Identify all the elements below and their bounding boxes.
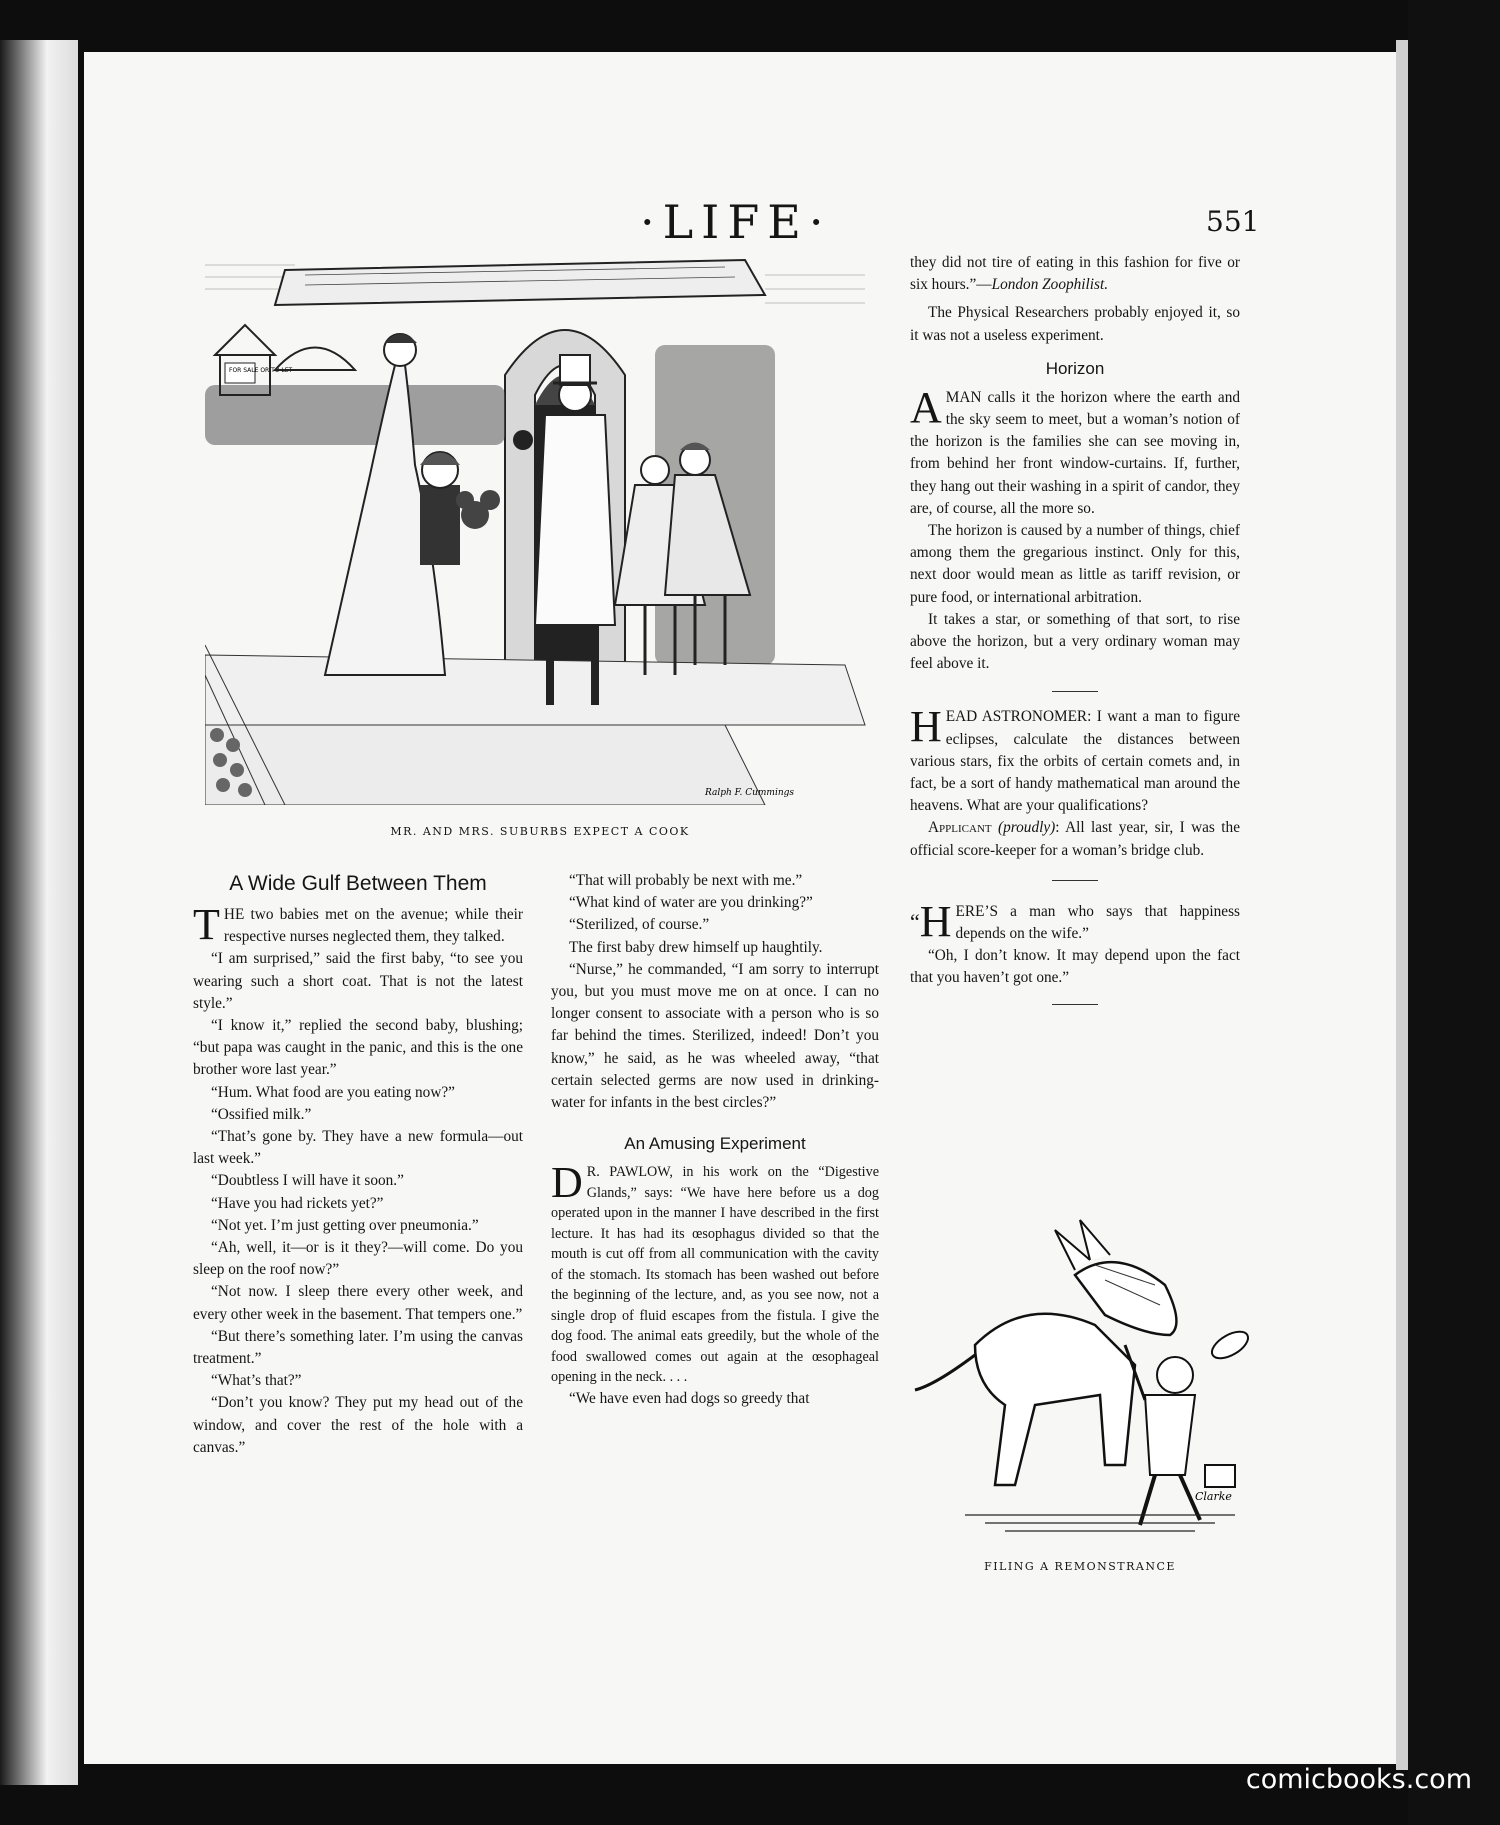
paragraph: It takes a star, or something of that sort, to rise above the horizon, but a very ordinary woman may feel above it. (910, 610, 1240, 673)
masthead: ·LIFE· (640, 195, 832, 249)
scan-background (1408, 0, 1500, 1825)
page-edge (1396, 40, 1408, 1770)
paragraph: “That’s gone by. They have a new formula—out last week.” (193, 1128, 523, 1168)
quote-text: they did not tire of eating in this fashion for five or six hours.”— (910, 254, 1240, 294)
paragraph: The first baby drew himself up haughtily. (569, 938, 823, 956)
sale-sign-text: FOR SALE OR TO LET (229, 367, 293, 374)
paragraph: “I know it,” replied the second baby, blushing; “but papa was caught in the panic, and this is the one brother wore last year.” (193, 1017, 523, 1079)
paragraph: “Nurse,” he commanded, “I am sorry to interrupt you, but you must move me on at once. I can no longer consent to associate with a person who is so far behind the times. Sterilized, indeed! Don’t you know,” he said, as he was wheeled away, “that certain selected germs are now used in drinking-water for infants in the best circles?” (551, 960, 879, 1112)
dropcap: T (193, 900, 220, 949)
paragraph: “Ah, well, it—or is it they?—will come. Do you sleep on the roof now?” (193, 1239, 523, 1279)
page-number: 551 (1206, 205, 1260, 238)
paragraph: “Have you had rickets yet?” (211, 1194, 384, 1212)
column-middle (551, 870, 879, 1410)
paragraph: “Not now. I sleep there every other week, and every other week in the basement. That tempers one.” (193, 1283, 523, 1323)
wife-joke (910, 896, 1240, 946)
illustration-signature: Ralph F. Cummings (705, 788, 795, 798)
paragraph-text: EAD ASTRONOMER: I want a man to figure eclipses, calculate the distances between various stars, fix the orbits of certain comets and, in fact, be a sort of handy mathematical man around the heavens. What are your qualifications? (910, 708, 1240, 815)
article2-first-paragraph (551, 1158, 879, 1388)
paragraph: “But there’s something later. I’m using the canvas treatment.” (193, 1327, 523, 1368)
stage-direction: (proudly) (998, 819, 1056, 837)
source-citation: London Zoophilist. (991, 276, 1109, 294)
paragraph: “Ossified milk.” (211, 1105, 312, 1123)
paragraph-text: : All last year, sir, I was the official score-keeper for a woman’s bridge club. (910, 819, 1240, 859)
paragraph: “Hum. What food are you eating now?” (211, 1083, 455, 1101)
illustration-signature: Clarke (1195, 1490, 1232, 1503)
article-title-amusing-experiment: An Amusing Experiment (624, 1134, 806, 1154)
paragraph-text: MAN calls it the horizon where the earth and the sky seem to meet, but a woman’s notion of the horizon is the families she can see moving in, from behind her front window-curtains. If, further, they hang out their washing in a spirit of candor, they are, of course, all the more so. (910, 388, 1240, 517)
section-divider (1052, 880, 1098, 881)
open-quote: “ (910, 908, 920, 934)
dropcap: A (910, 382, 942, 432)
applicant-reply (910, 817, 1240, 861)
paragraph-text: ERE’S a man who says that happiness depends on the wife.” (955, 902, 1240, 943)
paragraph-text: HE two babies met on the avenue; while their respective nurses neglected them, they talked. (223, 906, 523, 946)
donkey-illustration (905, 1215, 1275, 1560)
paragraph: “Don’t you know? They put my head out of the window, and cover the rest of the hole with a canvas.” (193, 1394, 523, 1456)
article3-first-paragraph (910, 382, 1240, 520)
bottom-illustration-caption: FILING A REMONSTRANCE (984, 1560, 1176, 1573)
article2-continuation (910, 252, 1240, 296)
paragraph: “Oh, I don’t know. It may depend upon the fact that you haven’t got one.” (910, 947, 1240, 987)
dropcap: H (910, 702, 942, 752)
article-title-wide-gulf: A Wide Gulf Between Them (229, 872, 487, 895)
article-title-horizon: Horizon (1045, 358, 1105, 378)
paragraph: “What’s that?” (211, 1372, 302, 1390)
dropcap: D (551, 1158, 583, 1208)
paragraph: “We have even had dogs so greedy that (569, 1389, 810, 1407)
dropcap-letter: H (919, 896, 952, 946)
paragraph: “Doubtless I will have it soon.” (211, 1172, 404, 1190)
paragraph: “What kind of water are you drinking?” (569, 894, 813, 912)
article1-first-paragraph (193, 900, 523, 949)
paragraph: “That will probably be next with me.” (569, 872, 803, 889)
paragraph: “Sterilized, of course.” (569, 916, 710, 934)
dropcap (910, 896, 952, 946)
section-divider (1052, 1004, 1098, 1005)
speaker-name: Applicant (928, 819, 992, 837)
paragraph: “I am surprised,” said the first baby, “to see you wearing such a short coat. That is not the latest style.” (193, 950, 523, 1012)
column-left (193, 870, 523, 1459)
paragraph: The horizon is caused by a number of things, chief among them the gregarious instinct. Only for this, next door would mean as little as tariff revision, or pure food, or international arbitration. (910, 522, 1240, 606)
paragraph-text: R. PAWLOW, in his work on the “Digestive Glands,” says: “We have here before us a dog operated upon in the manner I have described in the first lecture. It has had its œsophagus divided so that the mouth is cut off from all communication with the cavity of the stomach. Its stomach has been washed out before the beginning of the lecture, and, as you see now, not a single drop of fluid escapes from the fistula. I give the dog food. The animal eats greedily, but the whole of the food swallowed comes out again at the œsophageal opening in the neck. . . . (551, 1164, 879, 1386)
column-right (910, 252, 1240, 1005)
paragraph: The Physical Researchers probably enjoyed it, so it was not a useless experiment. (910, 304, 1240, 344)
paragraph: “Not yet. I’m just getting over pneumonia.” (211, 1216, 479, 1234)
suburbs-illustration (205, 255, 873, 805)
binding-gutter (0, 40, 78, 1785)
section-divider (1052, 691, 1098, 692)
top-illustration-caption: MR. AND MRS. SUBURBS EXPECT A COOK (390, 825, 690, 838)
site-watermark: comicbooks.com (1245, 1764, 1472, 1795)
astronomer-joke (910, 702, 1240, 817)
